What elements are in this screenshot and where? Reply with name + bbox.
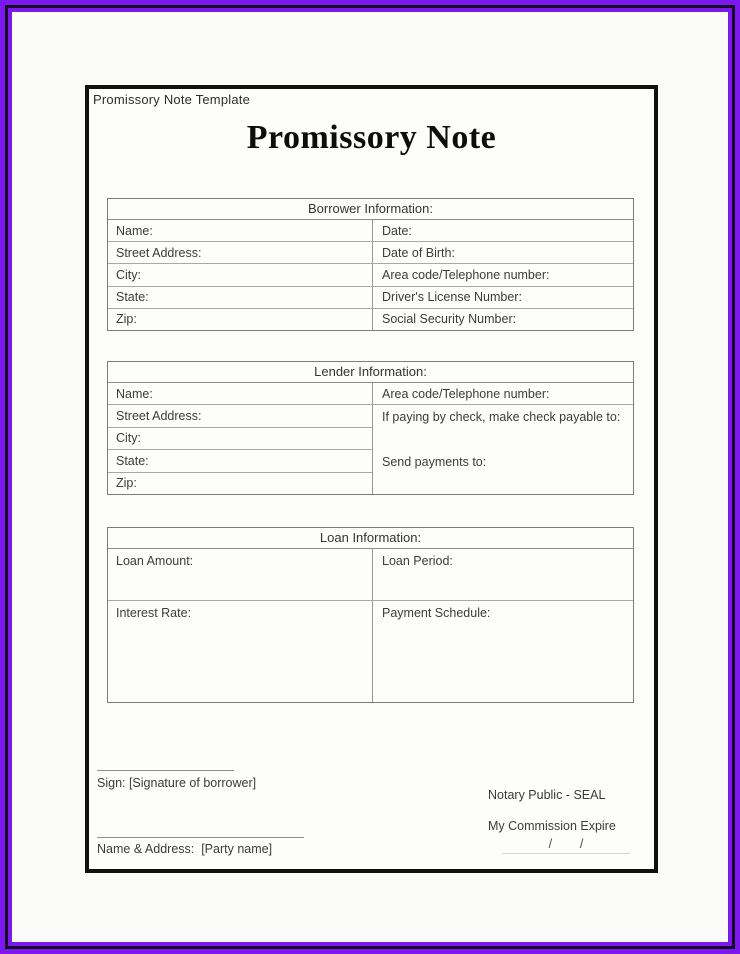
- commission-expire-label: My Commission Expire: [488, 819, 616, 833]
- field-label-cell: Area code/Telephone number:: [382, 268, 550, 282]
- table-row: [108, 287, 633, 309]
- lender-table-body: [108, 405, 633, 494]
- table-row: [108, 264, 633, 286]
- field-label-cell: State:: [108, 450, 372, 473]
- table-row: [108, 242, 633, 264]
- field-label-cell: Zip:: [116, 476, 137, 491]
- section-header-borrower: Borrower Information:: [108, 199, 633, 220]
- borrower-info-table: [107, 198, 634, 331]
- table-row: [108, 549, 633, 601]
- field-label-cell: Name:: [108, 383, 373, 404]
- field-label-cell: Date:: [382, 223, 412, 238]
- field-label-cell: Date of Birth:: [382, 245, 455, 260]
- field-label-cell: Name:: [108, 220, 373, 241]
- field-label-cell: Payment Schedule:: [382, 606, 491, 620]
- field-label-cell: City:: [108, 264, 373, 285]
- field-label-cell: Interest Rate:: [108, 601, 373, 702]
- table-row: [108, 309, 633, 330]
- field-label-cell: Loan Amount:: [108, 549, 373, 600]
- field-label-cell: Social Security Number:: [382, 312, 517, 327]
- loan-info-table: [107, 527, 634, 703]
- send-payments-label: Send payments to:: [382, 455, 487, 469]
- field-label-cell: State:: [108, 287, 373, 308]
- lender-payment-cell: [373, 405, 633, 494]
- field-label-cell: Street Address:: [108, 405, 372, 428]
- notary-block: [488, 788, 658, 854]
- table-row: [108, 220, 633, 242]
- field-label-cell: Zip:: [108, 309, 373, 330]
- notary-seal-label: Notary Public - SEAL: [488, 788, 606, 802]
- signature-line: [97, 770, 234, 771]
- field-label-cell: Driver's License Number:: [382, 290, 522, 305]
- table-row: [108, 383, 633, 405]
- document-page: [85, 85, 658, 873]
- page-title: Promissory Note: [246, 119, 497, 156]
- section-header-loan: Loan Information:: [108, 528, 633, 549]
- section-header-lender: Lender Information:: [108, 362, 633, 383]
- table-row: [108, 601, 633, 702]
- field-label-cell: Street Address:: [108, 242, 373, 263]
- field-label-cell: Area code/Telephone number:: [382, 386, 550, 401]
- commission-date-line: / /: [502, 837, 630, 854]
- lender-info-table: [107, 361, 634, 495]
- name-address-line: [97, 837, 304, 838]
- field-label-cell: Loan Period:: [382, 554, 453, 568]
- lender-left-column: [108, 405, 373, 494]
- name-address-label: Name & Address: [Party name]: [97, 842, 273, 856]
- check-payable-label: If paying by check, make check payable to:: [382, 410, 621, 424]
- signature-label: Sign: [Signature of borrower]: [97, 776, 257, 790]
- borrower-rows: [108, 220, 633, 330]
- document-header-label: Promissory Note Template: [93, 92, 251, 107]
- field-label-cell: City:: [108, 428, 372, 451]
